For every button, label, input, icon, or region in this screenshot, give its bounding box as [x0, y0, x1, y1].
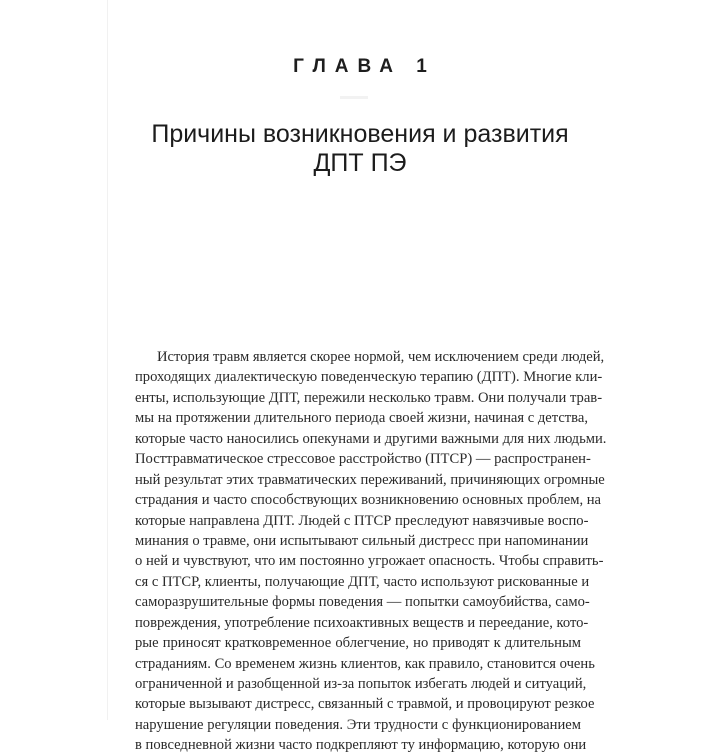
- text-line: ся с ПТСР, клиенты, получающие ДПТ, часто используют рискованные и: [135, 573, 590, 590]
- text-line: ный результат этих травматических переживаний, причиняющих огромные: [135, 471, 605, 488]
- chapter-title-line: Причины возникновения и развития: [151, 120, 569, 148]
- text-line: нарушение регуляции поведения. Эти трудности с функционированием: [135, 716, 581, 733]
- text-line: рые приносят кратковременное облегчение, но приводят к длительным: [135, 635, 581, 652]
- text-line: о ней и чувствуют, что им постоянно угрожает опасность. Чтобы справить-: [135, 553, 604, 570]
- text-line: повреждения, употребление психоактивных веществ и переедание, кото-: [135, 614, 589, 631]
- text-line: которые часто наносились опекунами и другими важными для них людьми.: [135, 430, 607, 447]
- text-line: минания о травме, они испытывают сильный дистресс при напоминании: [135, 532, 589, 549]
- text-line: которые вызывают дистресс, связанный с травмой, и провоцируют резкое: [135, 696, 595, 713]
- text-line: саморазрушительные формы поведения — попытки самоубийства, само-: [135, 594, 590, 611]
- chapter-title: [0, 120, 720, 178]
- text-line: страданиям. Со временем жизнь клиентов, как правило, становится очень: [135, 655, 595, 672]
- text-line: которые направлена ДПТ. Людей с ПТСР преследуют навязчивые воспо-: [135, 512, 589, 529]
- text-line: Посттравматическое стрессовое расстройство (ПТСР) — распространен-: [135, 451, 591, 468]
- text-line: ограниченной и разобщенной из-за попыток избегать людей и ситуаций,: [135, 676, 587, 692]
- text-line: страдания и часто способствующих возникновению основных проблем, на: [135, 492, 602, 509]
- chapter-divider: [340, 96, 368, 99]
- text-line: История травм является скорее нормой, чем исключением среди людей,: [157, 349, 605, 365]
- chapter-label: ГЛАВА 1: [293, 56, 436, 77]
- text-line: проходящих диалектическую поведенческую терапию (ДПТ). Многие кли-: [135, 369, 603, 386]
- body-paragraph: [135, 347, 607, 756]
- text-line: в повседневной жизни часто подкрепляют ту информацию, которую они: [135, 737, 587, 754]
- page-edge: [107, 0, 108, 720]
- chapter-title-line: ДПТ ПЭ: [313, 149, 407, 177]
- text-line: мы на протяжении длительного периода своей жизни, начиная с детства,: [135, 410, 589, 427]
- text-line: енты, использующие ДПТ, пережили несколько травм. Они получали трав-: [135, 389, 603, 406]
